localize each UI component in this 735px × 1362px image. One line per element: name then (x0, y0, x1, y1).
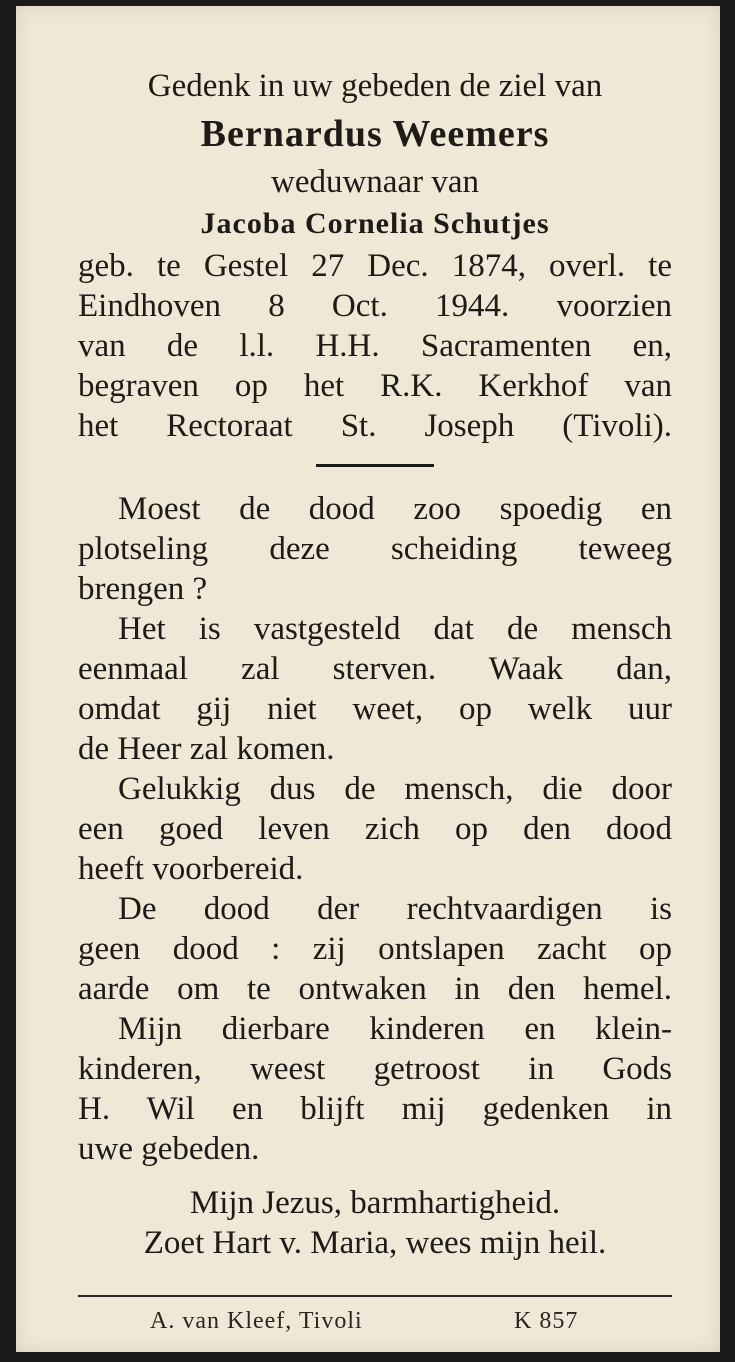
card-content (78, 66, 672, 1263)
bio-line: Eindhoven 8 Oct. 1944. voorzien (78, 288, 672, 324)
text-line: geen dood : zij ontslapen zacht op (78, 931, 672, 967)
text-line: heeft voorbereid. (78, 851, 304, 887)
paragraph (78, 609, 672, 769)
text-line: H. Wil en blijft mij gedenken in (78, 1091, 672, 1127)
separator-line (316, 464, 434, 467)
text-line: Mijn dierbare kinderen en klein- (118, 1011, 672, 1047)
paragraph (78, 1009, 672, 1169)
bio-block (78, 246, 672, 446)
paragraph (78, 489, 672, 609)
text-line: De dood der rechtvaardigen is (118, 891, 672, 927)
text-line: brengen ? (78, 571, 208, 607)
text-line: Gelukkig dus de mensch, die door (118, 771, 672, 807)
relation-line: weduwnaar van (271, 164, 479, 200)
text-line: omdat gij niet weet, op welk uur (78, 691, 672, 727)
spouse-name: Jacoba Cornelia Schutjes (200, 207, 550, 240)
intro-line: Gedenk in uw gebeden de ziel van (147, 68, 603, 104)
footer-rule (78, 1295, 672, 1297)
text-line: aarde om te ontwaken in den hemel. (78, 971, 672, 1007)
text-line: Moest de dood zoo spoedig en (118, 491, 672, 527)
prayer-block (78, 1183, 672, 1263)
bio-line: begraven op het R.K. Kerkhof van (78, 368, 672, 404)
text-line: de Heer zal komen. (78, 731, 335, 767)
text-line: eenmaal zal sterven. Waak dan, (78, 651, 672, 687)
paragraph (78, 889, 672, 1009)
paragraph (78, 769, 672, 889)
bio-line: geb. te Gestel 27 Dec. 1874, overl. te (78, 248, 672, 284)
bio-line: van de l.l. H.H. Sacramenten en, (78, 328, 672, 364)
printer-credit: A. van Kleef, Tivoli (150, 1308, 363, 1334)
prayer-line: Zoet Hart v. Maria, wees mijn heil. (143, 1225, 607, 1261)
deceased-name: Bernardus Weemers (200, 113, 550, 155)
text-line: een goed leven zich op den dood (78, 811, 672, 847)
text-line: plotseling deze scheiding teweeg (78, 531, 672, 567)
prayer-line: Mijn Jezus, barmhartigheid. (189, 1185, 561, 1221)
text-line: Het is vastgesteld dat de mensch (118, 611, 672, 647)
spacer (78, 1169, 672, 1183)
text-line: uwe gebeden. (78, 1131, 260, 1167)
bio-line: het Rectoraat St. Joseph (Tivoli). (78, 408, 672, 444)
memorial-card (16, 6, 720, 1352)
card-code: K 857 (514, 1308, 579, 1334)
text-line: kinderen, weest getroost in Gods (78, 1051, 672, 1087)
